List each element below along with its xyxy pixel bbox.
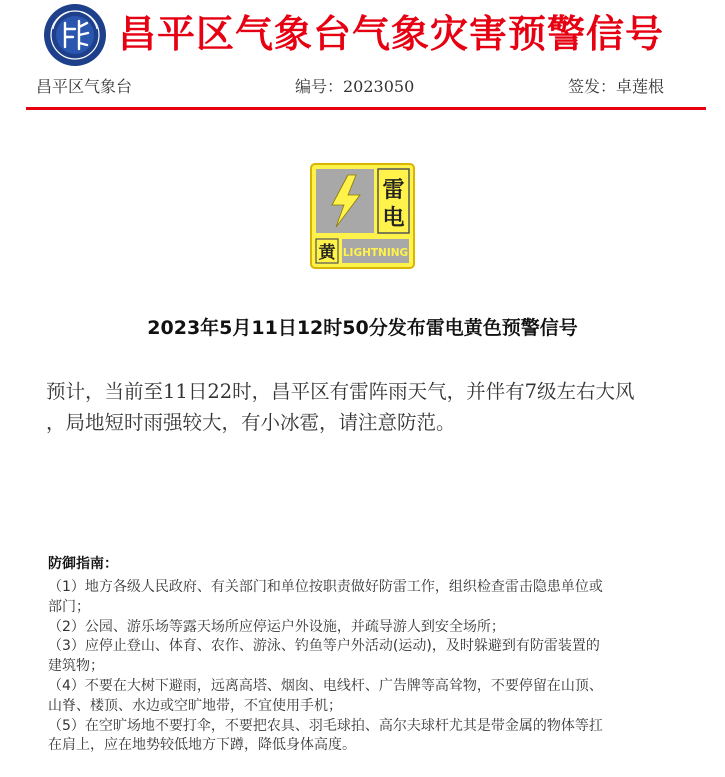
guide-line: （5）在空旷场地不要打伞，不要把农具、羽毛球拍、高尔夫球杆尤其是带金属的物体等扛 — [48, 717, 603, 734]
signal-level-char: 黄 — [318, 243, 336, 263]
issuer-signature: 签发：卓莲根 — [568, 77, 665, 96]
forecast-line: ，局地短时雨强较大，有小冰雹，请注意防范。 — [46, 411, 456, 434]
defense-guide-list — [48, 578, 698, 756]
guide-line: 部门； — [48, 598, 90, 615]
document-title: 2023年5月11日12时50分发布雷电黄色预警信号 — [147, 317, 578, 339]
guide-line: 山脊、楼顶、水边或空旷地带，不宜使用手机； — [48, 697, 342, 714]
guide-line: （4）不要在大树下避雨，远离高塔、烟囱、电线杆、广告牌等高耸物，不要停留在山顶、 — [48, 677, 603, 694]
lightning-warning-signal-icon — [310, 163, 415, 269]
forecast-paragraph — [46, 376, 696, 438]
signal-char-bottom: 电 — [382, 206, 405, 231]
document-meta — [0, 76, 725, 98]
header-divider — [26, 107, 706, 110]
issuing-organization: 昌平区气象台 — [36, 77, 133, 96]
guide-line: （3）应停止登山、体育、农作、游泳、钓鱼等户外活动(运动)，及时躲避到有防雷装置的 — [48, 638, 600, 655]
weather-service-logo-icon — [43, 3, 107, 67]
signal-char-top: 雷 — [382, 178, 405, 203]
page-header-title: 昌平区气象台气象灾害预警信号 — [118, 12, 665, 56]
forecast-line: 预计，当前至11日22时，昌平区有雷阵雨天气，并伴有7级左右大风 — [46, 380, 635, 403]
guide-line: （2）公园、游乐场等露天场所应停运户外设施，并疏导游人到安全场所； — [48, 618, 505, 635]
signal-english-label: LIGHTNING — [342, 247, 409, 259]
guide-line: 建筑物； — [48, 658, 104, 675]
defense-guide-heading: 防御指南： — [48, 556, 118, 572]
guide-line: 在肩上，应在地势较低地方下蹲，降低身体高度。 — [48, 737, 356, 754]
guide-line: （1）地方各级人民政府、有关部门和单位按职责做好防雷工作，组织检查雷击隐患单位或 — [48, 579, 603, 595]
document-number: 编号：2023050 — [295, 77, 415, 96]
